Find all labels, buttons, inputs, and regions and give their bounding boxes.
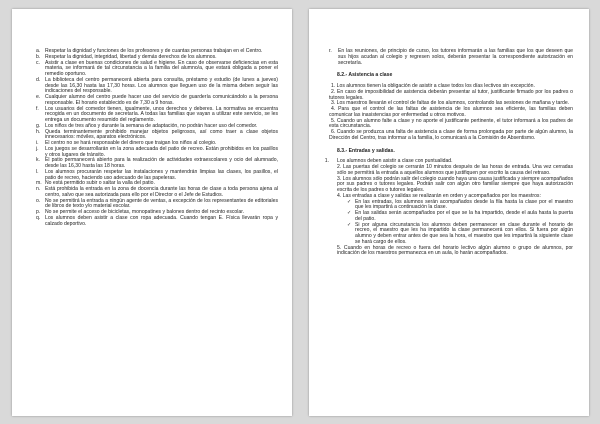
- list-item: e. Cualquier alumno del centro puede hacer uso del servicio de guardería comunicándolo a la persona responsable. El horario establecido es de 7,30 a 9 horas.: [36, 94, 278, 106]
- document-page-right: [309, 9, 589, 416]
- list-item: c. Asistir a clase en buenas condiciones de salud e higiene. En caso de observarse deficiencias en esta materia, se informará de tal circunstancia a la familia del alumno/a, que estará obligada a poner el remedio oportuno.: [36, 59, 278, 77]
- section-heading-attendance: 8.2.- Asistencia a clase: [337, 72, 393, 79]
- list-item: r. En las reuniones, de principio de curso, los tutores informarán a las familias que los que deseen que sus hijos acudan al colegio y regresen solos, deberán presentar la correspondiente autorización en secretaría.: [329, 48, 573, 66]
- list-item: q. Los alumnos deben asistir a clase con ropa adecuada. Cuando tengan E. Física llevarán ropa y calzado deportivo.: [36, 214, 278, 227]
- entries-points: [329, 165, 573, 257]
- paragraph: 6. Cuando se produzca una falta de asistencia a clase de forma prolongada por parte de algún alumno, la Dirección del Centro, tras informar a la familia, lo comunicará a la Comisión de Absentismo.: [329, 129, 573, 141]
- list-item: a. Respetar la dignidad y funciones de los profesores y de cuantas personas trabajan en el Centro.: [36, 48, 263, 54]
- list-item: k. El patio permanecerá abierto para la realización de actividades extraescolares y ocio del alumnado, desde las 16,30 hasta las 18 horas.: [36, 157, 278, 169]
- list-item: l. Los alumnos procurarán respetar las instalaciones y mantendrán limpias las clases, los pasillos, el patio de recreo, haciendo uso adecuado de las papeleras.: [36, 168, 278, 181]
- list-item: f. Los usuarios del comedor tienen, igualmente, unos derechos y deberes. La normativa se encuentra recogida en un documento de secretaría. A todas las familias que vayan a utilizar este servicio, se les entrega un documento resumido del reglamento.: [36, 105, 278, 123]
- paragraph: 1. Los alumnos tienen la obligación de asistir a clase todos los días lectivos sin excepción.: [331, 83, 535, 89]
- paragraph: 4. Para que el control de las faltas de asistencia de los alumnos sea eficiente, las familias deben comunicar las inasistencias por enfermedad u otros motivos.: [329, 106, 573, 118]
- list-item: n. Está prohibida la entrada en la zona de docencia durante las horas de clase a toda persona ajena al centro, salvo que sea autorizada para ello por el Director o el Jefe de Estudios.: [36, 186, 278, 198]
- list-item: b. Respetar la dignidad, integridad, libertad y demás derechos de los alumnos.: [36, 53, 217, 60]
- list-item: h. Queda terminantemente prohibido manejar objetos peligrosos, así como traer a clase objetos innecesarios: móviles, aparatos electrónicos.: [36, 128, 278, 141]
- checkmark-icon: ✓: [347, 210, 352, 216]
- list-item: i. El centro no se hará responsable del dinero que traigan los niños al colegio.: [36, 140, 217, 146]
- list-item: d. La biblioteca del centro permanecerá abierta para consulta, préstamo y estudio (de lunes a jueves) desde las 16,30 hasta las 17,30 horas. Los alumnos que lleguen uso de la misma deben seguir las indicaciones del responsable.: [36, 76, 278, 95]
- checkmark-icon: ✓: [347, 198, 352, 205]
- paragraph: 5. Cuando en horas de recreo o fuera del horario lectivo algún alumno o grupo de alumnos, por indicación de los maestros permanezca en un aula, lo harán acompañados.: [337, 244, 573, 257]
- paragraph: 4. Las entradas a clase y salidas se realizarán en orden y acompañados por los maestros:: [337, 192, 541, 199]
- check-item: ✓ Si por alguna circunstancia los alumnos deben permanecer en clase durante el horario de recreo, el maestro que les ha impartido la clase permanecerá con ellos. Si fuera por algún alumno y deben entrar antes de que sea la hora, el maestro que les impartirá la siguiente clase se hará cargo de ellos.: [347, 221, 573, 245]
- page-body: [324, 48, 573, 257]
- list-item: g. Los niños de tres años y durante la semana de adaptación, no podrán hacer uso del comedor.: [36, 122, 258, 129]
- numbered-item: 1. Los alumnos deben asistir a clase con puntualidad.: [324, 158, 453, 165]
- paragraph: 5. Cuando un alumno falte a clase y no aporte el justificante pertinente, el tutor informará a los padres de esta circunstancia.: [329, 117, 573, 130]
- list-item: m. No está permitido subir o saltar la valla del patio.: [36, 180, 155, 187]
- document-page-left: [12, 9, 292, 416]
- paragraph: 3. Los maestros llevarán el control de faltas de los alumnos, controlando las sesiones de mañana y tarde.: [331, 100, 570, 107]
- paragraph: 2. En caso de imposibilidad de asistencia deberán presentar al tutor, justificante firmado por los padres o tutores legales.: [329, 88, 573, 101]
- list-item: o. No se permitirá la entrada a ningún agente de ventas, a excepción de los representantes de editoriales de libros de texto y/o material escolar.: [36, 197, 278, 210]
- list-item: p. No se permite el acceso de bicicletas, monopatines y balones dentro del recinto escolar.: [36, 209, 245, 215]
- paragraph: 3. Los alumnos sólo podrán salir del colegio cuando haya una causa justificada y siempre acompañados por sus padres o tutores legales. Podrán salir con algún otro familiar siempre que haya autorización escrita de los padres o tutores legales.: [337, 175, 573, 193]
- check-item: ✓ En las entradas, los alumnos serán acompañados desde la fila hasta la clase por el maestro que les impartirá a continuación la clase.: [347, 198, 573, 211]
- rules-list: [36, 49, 278, 227]
- check-item: ✓ En las salidas serán acompañados por el que se la ha impartido, desde el aula hasta la puerta del patio.: [347, 210, 573, 222]
- list-item: j. Los juegos se desarrollarán en la zona adecuada del patio de recreo. Están prohibidos en los pasillos y otros lugares de tránsito.: [36, 145, 278, 158]
- checkmark-icon: ✓: [347, 221, 352, 228]
- paragraph: 2. Las puertas del colegio se cerrarán 10 minutos después de las horas de entrada. Una vez cerradas sólo se permitirá la entrada a aquellos alumnos que justifiquen por escrito la causa del retraso.: [337, 164, 573, 176]
- section-heading-entries: 8.3.- Entradas y salidas.: [337, 147, 395, 154]
